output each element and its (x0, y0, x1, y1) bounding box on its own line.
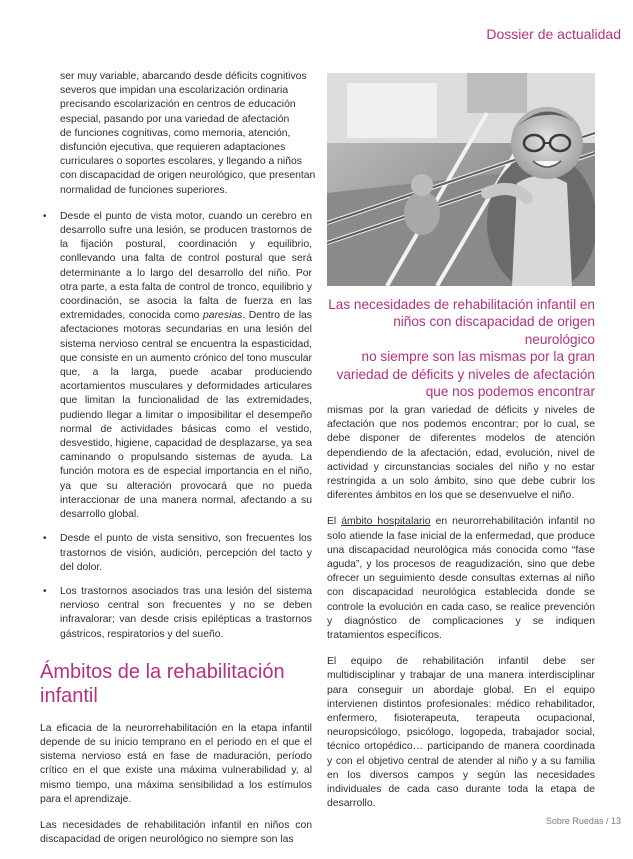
hospital-underlined: ámbito hospitalario (341, 516, 431, 528)
bullet-list (40, 210, 312, 642)
intro-line: severos que impidan una escolarización ordinaria (60, 85, 289, 97)
pull-quote-line: niños con discapacidad de origen neurológico (393, 314, 595, 347)
body-paragraph: Las necesidades de rehabilitación infantil en niños con discapacidad de origen neurológico no siempre son las (40, 819, 312, 846)
right-column (327, 404, 595, 823)
child-rehabilitation-photo (327, 73, 595, 286)
intro-line: de funciones cognitivas, como memoria, atención, (60, 127, 291, 139)
intro-line: normalidad de funciones superiores. (60, 184, 228, 196)
pull-quote-line: que nos podemos encontrar (425, 384, 595, 400)
photo-illustration (327, 73, 595, 286)
page-footer (546, 816, 621, 826)
bullet-motor-text-b: . Dentro de las afectaciones motoras secundarias en una lesión del sistema nervioso central se encuentra la espasticidad, que consiste en un aumento crónico del tono muscular que, a la larga, puede acabar produciendo acortamientos musculares y deformidades articulares que limitan la funcionalidad de las extremidades, pudiendo llegar a limitar o imposibilitar el desempeño normal de actividades básicas como el vestido, desvestido, higiene, capacidad de desplazarse, ya sea caminando o propulsando sistemas de ayuda. La función motora es de especial importancia en el niño, ya que su alteración provocará que no pueda interaccionar de una manera normal, afectando a su desarrollo global. (60, 310, 312, 521)
pull-quote-line: no siempre son las mismas por la gran (361, 349, 595, 365)
bullet-motor-italic: paresias (203, 310, 243, 322)
magazine-name: Sobre Ruedas (545, 816, 604, 826)
left-column (40, 70, 316, 859)
intro-line: curriculares o soportes escolares, y llegando a niños (60, 156, 302, 168)
intro-line: ser muy variable, abarcando desde déficits cognitivos (60, 71, 307, 82)
bullet-motor-text-a: Desde el punto de vista motor, cuando un cerebro en desarrollo sufre una lesión, se producen trastornos de la fijación postural, coordinación y equilibrio, conllevando una falta de control postural que será determinante a lo largo del desarrollo del niño. Por otra parte, a esta falta de control de tronco, equilibrio y coordinación, se asocia la falta de fuerza en las extremidades, conocida como (60, 210, 312, 322)
bullet-icon: • (43, 585, 47, 597)
intro-paragraph (40, 70, 316, 198)
intro-line: especial, pasando por una variedad de afectación (60, 113, 290, 125)
pull-quote-line: Las necesidades de rehabilitación infantil en (328, 297, 595, 312)
bullet-motor (40, 210, 312, 522)
pull-quote-line: variedad de déficits y niveles de afectación (336, 366, 595, 382)
intro-line: con discapacidad de origen neurológico, que presentan (60, 170, 316, 182)
section-title: Ámbitos de la rehabilitación infantil (40, 660, 285, 707)
body-paragraph: El equipo de rehabilitación infantil debe ser multidisciplinar y trabajar de una manera interdisciplinar para conseguir un abordaje global. En el equipo intervienen distintos profesionales: médico rehabilitador, enfermero, fisioterapeuta, terapeuta ocupacional, neuropsicólogo, psicólogo, logopeda, trabajador social, técnico ortopédico… participando de manera coordinada y con el objetivo central de atender al niño y a su familia en los diversos campos y según las necesidades individuales de cada caso durante toda la etapa de desarrollo. (327, 656, 595, 810)
hospital-lead: El (327, 516, 342, 528)
bullet-sensitive (40, 532, 312, 575)
bullet-associated-text: Los trastornos asociados tras una lesión del sistema nervioso central son frecuentes y no se deben infravalorar; van desde crisis epilépticas a trastornos gástricos, respiratorios y del sueño. (60, 585, 312, 640)
section-header: Dossier de actualidad (486, 26, 621, 42)
page-number: 13 (610, 816, 621, 826)
bullet-icon: • (43, 210, 47, 222)
pull-quote (327, 296, 595, 400)
hospital-paragraph (327, 515, 595, 643)
bullet-sensitive-text: Desde el punto de vista sensitivo, son frecuentes los trastornos de visión, audición, percepción del tacto y del dolor. (60, 533, 312, 573)
intro-line: precisando escolarización en centros de educación (60, 99, 296, 111)
hospital-rest: en neurorrehabilitación infantil no solo atiende la fase inicial de la enfermedad, que produce una discapacidad neurológica más conocida como “fase aguda”, y los procesos de reagudización, sino que debe ofrecer un seguimiento desde consultas externas al niño con discapacidad neurológica establecida donde se controle la evolución en cada caso, se realice prevención y diagnóstico de complicaciones y se indiquen tratamientos específicos. (327, 516, 595, 642)
intro-line: disfunción ejecutiva, que requieren adaptaciones (60, 142, 286, 154)
body-paragraph: mismas por la gran variedad de déficits y niveles de afectación que nos podemos encontrar; por lo cual, se debe disponer de diferentes modelos de atención dependiendo de la afectación, edad, evolución, nivel de actividad y circunstancias sociales del niño y no estar restringida a un solo ámbito, sino que debe cubrir los diferentes ámbitos en los que se desenvuelve el niño. (327, 405, 595, 502)
footer-separator: / (605, 816, 611, 826)
body-paragraph: La eficacia de la neurorrehabilitación en la etapa infantil depende de su inicio temprano en el periodo en el que el sistema nervioso está en fase de maduración, período crítico en el que existe una máxima vulnerabilidad y, al mismo tiempo, una máxima sensibilidad a los estímulos para el aprendizaje. (40, 722, 312, 805)
bullet-icon: • (43, 533, 47, 545)
bullet-associated (40, 585, 312, 642)
